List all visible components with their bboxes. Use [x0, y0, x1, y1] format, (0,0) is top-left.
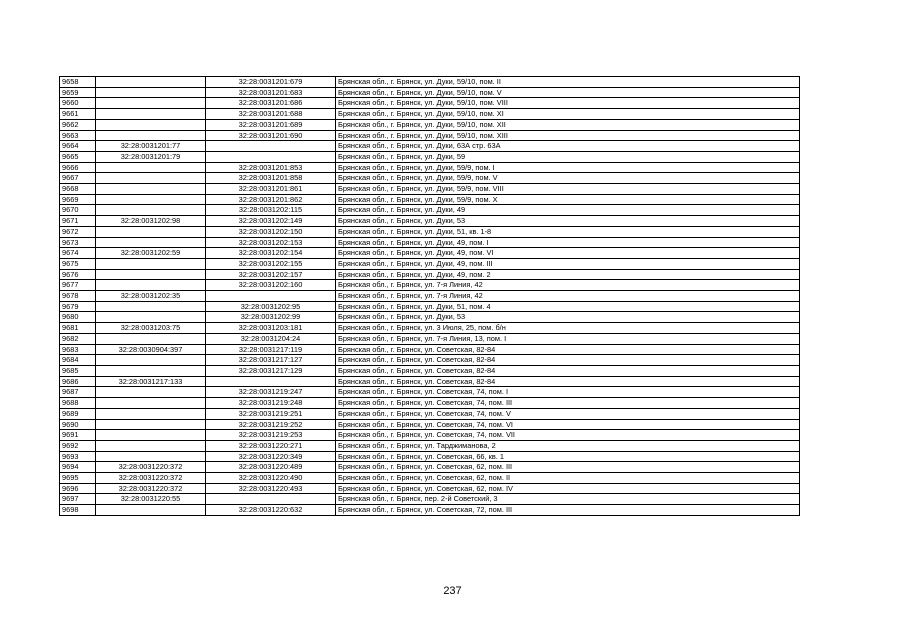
new-cadastral-number-cell: 32:28:0031220:493 — [206, 483, 336, 494]
new-cadastral-number-cell: 32:28:0031202:157 — [206, 269, 336, 280]
table-row — [60, 376, 800, 387]
old-cadastral-number-cell — [96, 333, 206, 344]
address-cell: Брянская обл., г. Брянск, ул. Советская, 66, кв. 1 — [336, 451, 800, 462]
row-number-cell: 9665 — [60, 151, 96, 162]
table-row — [60, 301, 800, 312]
new-cadastral-number-cell: 32:28:0031201:853 — [206, 162, 336, 173]
row-number-cell: 9695 — [60, 473, 96, 484]
row-number-cell: 9674 — [60, 248, 96, 259]
table-row — [60, 462, 800, 473]
old-cadastral-number-cell — [96, 301, 206, 312]
address-cell: Брянская обл., г. Брянск, ул. 7-я Линия, 42 — [336, 291, 800, 302]
old-cadastral-number-cell: 32:28:0031217:133 — [96, 376, 206, 387]
new-cadastral-number-cell — [206, 151, 336, 162]
old-cadastral-number-cell: 32:28:0031201:79 — [96, 151, 206, 162]
old-cadastral-number-cell — [96, 365, 206, 376]
old-cadastral-number-cell — [96, 162, 206, 173]
address-cell: Брянская обл., г. Брянск, ул. Советская, 72, пом. III — [336, 505, 800, 516]
old-cadastral-number-cell — [96, 430, 206, 441]
table-row — [60, 162, 800, 173]
table-row — [60, 237, 800, 248]
row-number-cell: 9663 — [60, 130, 96, 141]
new-cadastral-number-cell: 32:28:0031202:99 — [206, 312, 336, 323]
table-row — [60, 451, 800, 462]
old-cadastral-number-cell — [96, 237, 206, 248]
address-cell: Брянская обл., г. Брянск, ул. 7-я Линия, 42 — [336, 280, 800, 291]
old-cadastral-number-cell — [96, 98, 206, 109]
address-cell: Брянская обл., г. Брянск, ул. Дуки, 49, пом. III — [336, 258, 800, 269]
new-cadastral-number-cell — [206, 376, 336, 387]
table-row — [60, 483, 800, 494]
old-cadastral-number-cell — [96, 109, 206, 120]
old-cadastral-number-cell: 32:28:0030904:397 — [96, 344, 206, 355]
new-cadastral-number-cell: 32:28:0031203:181 — [206, 323, 336, 334]
row-number-cell: 9686 — [60, 376, 96, 387]
address-cell: Брянская обл., г. Брянск, ул. Советская, 74, пом. III — [336, 398, 800, 409]
new-cadastral-number-cell: 32:28:0031220:349 — [206, 451, 336, 462]
new-cadastral-number-cell: 32:28:0031219:252 — [206, 419, 336, 430]
table-row — [60, 173, 800, 184]
table-row — [60, 398, 800, 409]
table-row — [60, 226, 800, 237]
old-cadastral-number-cell: 32:28:0031220:372 — [96, 483, 206, 494]
table-row — [60, 344, 800, 355]
row-number-cell: 9676 — [60, 269, 96, 280]
address-cell: Брянская обл., г. Брянск, ул. Советская, 62, пом. II — [336, 473, 800, 484]
row-number-cell: 9660 — [60, 98, 96, 109]
address-cell: Брянская обл., г. Брянск, ул. Дуки, 59/9, пом. X — [336, 194, 800, 205]
row-number-cell: 9666 — [60, 162, 96, 173]
new-cadastral-number-cell: 32:28:0031201:689 — [206, 119, 336, 130]
address-cell: Брянская обл., г. Брянск, ул. Дуки, 49, пом. 2 — [336, 269, 800, 280]
row-number-cell: 9664 — [60, 141, 96, 152]
new-cadastral-number-cell: 32:28:0031220:489 — [206, 462, 336, 473]
address-cell: Брянская обл., г. Брянск, ул. Советская, 82-84 — [336, 365, 800, 376]
old-cadastral-number-cell — [96, 387, 206, 398]
row-number-cell: 9662 — [60, 119, 96, 130]
address-cell: Брянская обл., г. Брянск, ул. Дуки, 59/10, пом. XIII — [336, 130, 800, 141]
row-number-cell: 9696 — [60, 483, 96, 494]
address-cell: Брянская обл., г. Брянск, ул. Дуки, 51, пом. 4 — [336, 301, 800, 312]
old-cadastral-number-cell: 32:28:0031203:75 — [96, 323, 206, 334]
row-number-cell: 9673 — [60, 237, 96, 248]
new-cadastral-number-cell: 32:28:0031220:632 — [206, 505, 336, 516]
address-cell: Брянская обл., г. Брянск, ул. Советская, 62, пом. III — [336, 462, 800, 473]
new-cadastral-number-cell: 32:28:0031201:683 — [206, 87, 336, 98]
table-row — [60, 355, 800, 366]
new-cadastral-number-cell: 32:28:0031202:153 — [206, 237, 336, 248]
old-cadastral-number-cell — [96, 226, 206, 237]
address-cell: Брянская обл., г. Брянск, ул. Дуки, 49 — [336, 205, 800, 216]
row-number-cell: 9671 — [60, 216, 96, 227]
address-cell: Брянская обл., г. Брянск, ул. Советская, 82-84 — [336, 344, 800, 355]
table-row — [60, 312, 800, 323]
address-cell: Брянская обл., г. Брянск, ул. 3 Июля, 25, пом. б/н — [336, 323, 800, 334]
table-row — [60, 119, 800, 130]
table-row — [60, 141, 800, 152]
new-cadastral-number-cell: 32:28:0031202:149 — [206, 216, 336, 227]
old-cadastral-number-cell — [96, 77, 206, 88]
old-cadastral-number-cell: 32:28:0031202:98 — [96, 216, 206, 227]
old-cadastral-number-cell — [96, 130, 206, 141]
old-cadastral-number-cell — [96, 440, 206, 451]
old-cadastral-number-cell — [96, 269, 206, 280]
table-row — [60, 365, 800, 376]
new-cadastral-number-cell: 32:28:0031204:24 — [206, 333, 336, 344]
row-number-cell: 9698 — [60, 505, 96, 516]
address-cell: Брянская обл., г. Брянск, ул. Дуки, 59/10, пом. V — [336, 87, 800, 98]
new-cadastral-number-cell: 32:28:0031201:861 — [206, 184, 336, 195]
old-cadastral-number-cell — [96, 355, 206, 366]
new-cadastral-number-cell: 32:28:0031202:95 — [206, 301, 336, 312]
address-cell: Брянская обл., г. Брянск, ул. Дуки, 59/10, пом. XII — [336, 119, 800, 130]
registry-table-body — [60, 77, 800, 516]
address-cell: Брянская обл., г. Брянск, ул. Дуки, 59 — [336, 151, 800, 162]
old-cadastral-number-cell — [96, 194, 206, 205]
row-number-cell: 9684 — [60, 355, 96, 366]
old-cadastral-number-cell — [96, 280, 206, 291]
address-cell: Брянская обл., г. Брянск, ул. Дуки, 59/10, пом. XI — [336, 109, 800, 120]
new-cadastral-number-cell: 32:28:0031201:686 — [206, 98, 336, 109]
address-cell: Брянская обл., г. Брянск, ул. Дуки, 63А стр. 63А — [336, 141, 800, 152]
old-cadastral-number-cell: 32:28:0031201:77 — [96, 141, 206, 152]
row-number-cell: 9683 — [60, 344, 96, 355]
address-cell: Брянская обл., г. Брянск, ул. Дуки, 59/9, пом. VIII — [336, 184, 800, 195]
table-row — [60, 280, 800, 291]
table-row — [60, 473, 800, 484]
table-row — [60, 130, 800, 141]
old-cadastral-number-cell: 32:28:0031220:372 — [96, 473, 206, 484]
address-cell: Брянская обл., г. Брянск, ул. Дуки, 59/10, пом. VIII — [336, 98, 800, 109]
table-row — [60, 216, 800, 227]
old-cadastral-number-cell — [96, 408, 206, 419]
table-row — [60, 205, 800, 216]
old-cadastral-number-cell — [96, 419, 206, 430]
new-cadastral-number-cell: 32:28:0031202:115 — [206, 205, 336, 216]
new-cadastral-number-cell: 32:28:0031201:690 — [206, 130, 336, 141]
new-cadastral-number-cell: 32:28:0031219:247 — [206, 387, 336, 398]
row-number-cell: 9685 — [60, 365, 96, 376]
address-cell: Брянская обл., г. Брянск, ул. Дуки, 49, пом. VI — [336, 248, 800, 259]
table-row — [60, 87, 800, 98]
address-cell: Брянская обл., г. Брянск, ул. Дуки, 51, кв. 1-8 — [336, 226, 800, 237]
table-row — [60, 505, 800, 516]
new-cadastral-number-cell: 32:28:0031202:155 — [206, 258, 336, 269]
row-number-cell: 9670 — [60, 205, 96, 216]
address-cell: Брянская обл., г. Брянск, ул. Дуки, 53 — [336, 312, 800, 323]
new-cadastral-number-cell: 32:28:0031217:119 — [206, 344, 336, 355]
row-number-cell: 9690 — [60, 419, 96, 430]
new-cadastral-number-cell — [206, 141, 336, 152]
new-cadastral-number-cell: 32:28:0031201:858 — [206, 173, 336, 184]
new-cadastral-number-cell: 32:28:0031220:490 — [206, 473, 336, 484]
row-number-cell: 9659 — [60, 87, 96, 98]
row-number-cell: 9679 — [60, 301, 96, 312]
table-row — [60, 184, 800, 195]
address-cell: Брянская обл., г. Брянск, ул. Дуки, 59/9, пом. V — [336, 173, 800, 184]
old-cadastral-number-cell — [96, 312, 206, 323]
address-cell: Брянская обл., г. Брянск, ул. Дуки, 53 — [336, 216, 800, 227]
new-cadastral-number-cell: 32:28:0031219:248 — [206, 398, 336, 409]
table-row — [60, 98, 800, 109]
new-cadastral-number-cell: 32:28:0031201:862 — [206, 194, 336, 205]
row-number-cell: 9681 — [60, 323, 96, 334]
table-row — [60, 258, 800, 269]
new-cadastral-number-cell: 32:28:0031219:251 — [206, 408, 336, 419]
old-cadastral-number-cell — [96, 119, 206, 130]
row-number-cell: 9689 — [60, 408, 96, 419]
old-cadastral-number-cell — [96, 173, 206, 184]
table-row — [60, 430, 800, 441]
row-number-cell: 9669 — [60, 194, 96, 205]
registry-table — [59, 76, 800, 516]
row-number-cell: 9661 — [60, 109, 96, 120]
address-cell: Брянская обл., г. Брянск, ул. Дуки, 59/10, пом. II — [336, 77, 800, 88]
row-number-cell: 9680 — [60, 312, 96, 323]
new-cadastral-number-cell: 32:28:0031202:154 — [206, 248, 336, 259]
table-row — [60, 291, 800, 302]
new-cadastral-number-cell: 32:28:0031201:679 — [206, 77, 336, 88]
table-row — [60, 194, 800, 205]
table-row — [60, 333, 800, 344]
new-cadastral-number-cell: 32:28:0031217:127 — [206, 355, 336, 366]
address-cell: Брянская обл., г. Брянск, ул. Советская, 82-84 — [336, 355, 800, 366]
table-row — [60, 109, 800, 120]
table-row — [60, 408, 800, 419]
address-cell: Брянская обл., г. Брянск, ул. Советская, 74, пом. VII — [336, 430, 800, 441]
old-cadastral-number-cell — [96, 505, 206, 516]
old-cadastral-number-cell — [96, 184, 206, 195]
old-cadastral-number-cell — [96, 451, 206, 462]
row-number-cell: 9687 — [60, 387, 96, 398]
new-cadastral-number-cell — [206, 494, 336, 505]
table-row — [60, 77, 800, 88]
address-cell: Брянская обл., г. Брянск, ул. Советская, 74, пом. I — [336, 387, 800, 398]
old-cadastral-number-cell — [96, 87, 206, 98]
old-cadastral-number-cell: 32:28:0031202:59 — [96, 248, 206, 259]
row-number-cell: 9675 — [60, 258, 96, 269]
row-number-cell: 9668 — [60, 184, 96, 195]
new-cadastral-number-cell: 32:28:0031202:160 — [206, 280, 336, 291]
address-cell: Брянская обл., г. Брянск, ул. Дуки, 59/9, пом. I — [336, 162, 800, 173]
table-row — [60, 248, 800, 259]
row-number-cell: 9691 — [60, 430, 96, 441]
row-number-cell: 9694 — [60, 462, 96, 473]
new-cadastral-number-cell: 32:28:0031220:271 — [206, 440, 336, 451]
row-number-cell: 9692 — [60, 440, 96, 451]
new-cadastral-number-cell: 32:28:0031201:688 — [206, 109, 336, 120]
row-number-cell: 9693 — [60, 451, 96, 462]
new-cadastral-number-cell: 32:28:0031219:253 — [206, 430, 336, 441]
address-cell: Брянская обл., г. Брянск, ул. Дуки, 49, пом. I — [336, 237, 800, 248]
row-number-cell: 9678 — [60, 291, 96, 302]
address-cell: Брянская обл., г. Брянск, ул. Советская, 82-84 — [336, 376, 800, 387]
new-cadastral-number-cell: 32:28:0031217:129 — [206, 365, 336, 376]
row-number-cell: 9697 — [60, 494, 96, 505]
row-number-cell: 9682 — [60, 333, 96, 344]
table-row — [60, 419, 800, 430]
old-cadastral-number-cell — [96, 398, 206, 409]
table-row — [60, 269, 800, 280]
address-cell: Брянская обл., г. Брянск, ул. Советская, 74, пом. V — [336, 408, 800, 419]
address-cell: Брянская обл., г. Брянск, ул. Советская, 74, пом. VI — [336, 419, 800, 430]
row-number-cell: 9667 — [60, 173, 96, 184]
row-number-cell: 9688 — [60, 398, 96, 409]
old-cadastral-number-cell: 32:28:0031220:372 — [96, 462, 206, 473]
address-cell: Брянская обл., г. Брянск, ул. Тарджиманова, 2 — [336, 440, 800, 451]
page-number: 237 — [443, 585, 462, 597]
table-row — [60, 494, 800, 505]
table-row — [60, 151, 800, 162]
table-row — [60, 440, 800, 451]
address-cell: Брянская обл., г. Брянск, ул. 7-я Линия, 13, пом. I — [336, 333, 800, 344]
old-cadastral-number-cell — [96, 205, 206, 216]
old-cadastral-number-cell — [96, 258, 206, 269]
old-cadastral-number-cell: 32:28:0031202:35 — [96, 291, 206, 302]
address-cell: Брянская обл., г. Брянск, ул. Советская, 62, пом. IV — [336, 483, 800, 494]
table-row — [60, 387, 800, 398]
row-number-cell: 9672 — [60, 226, 96, 237]
new-cadastral-number-cell — [206, 291, 336, 302]
row-number-cell: 9677 — [60, 280, 96, 291]
table-row — [60, 323, 800, 334]
row-number-cell: 9658 — [60, 77, 96, 88]
address-cell: Брянская обл., г. Брянск, пер. 2-й Советский, 3 — [336, 494, 800, 505]
old-cadastral-number-cell: 32:28:0031220:55 — [96, 494, 206, 505]
new-cadastral-number-cell: 32:28:0031202:150 — [206, 226, 336, 237]
